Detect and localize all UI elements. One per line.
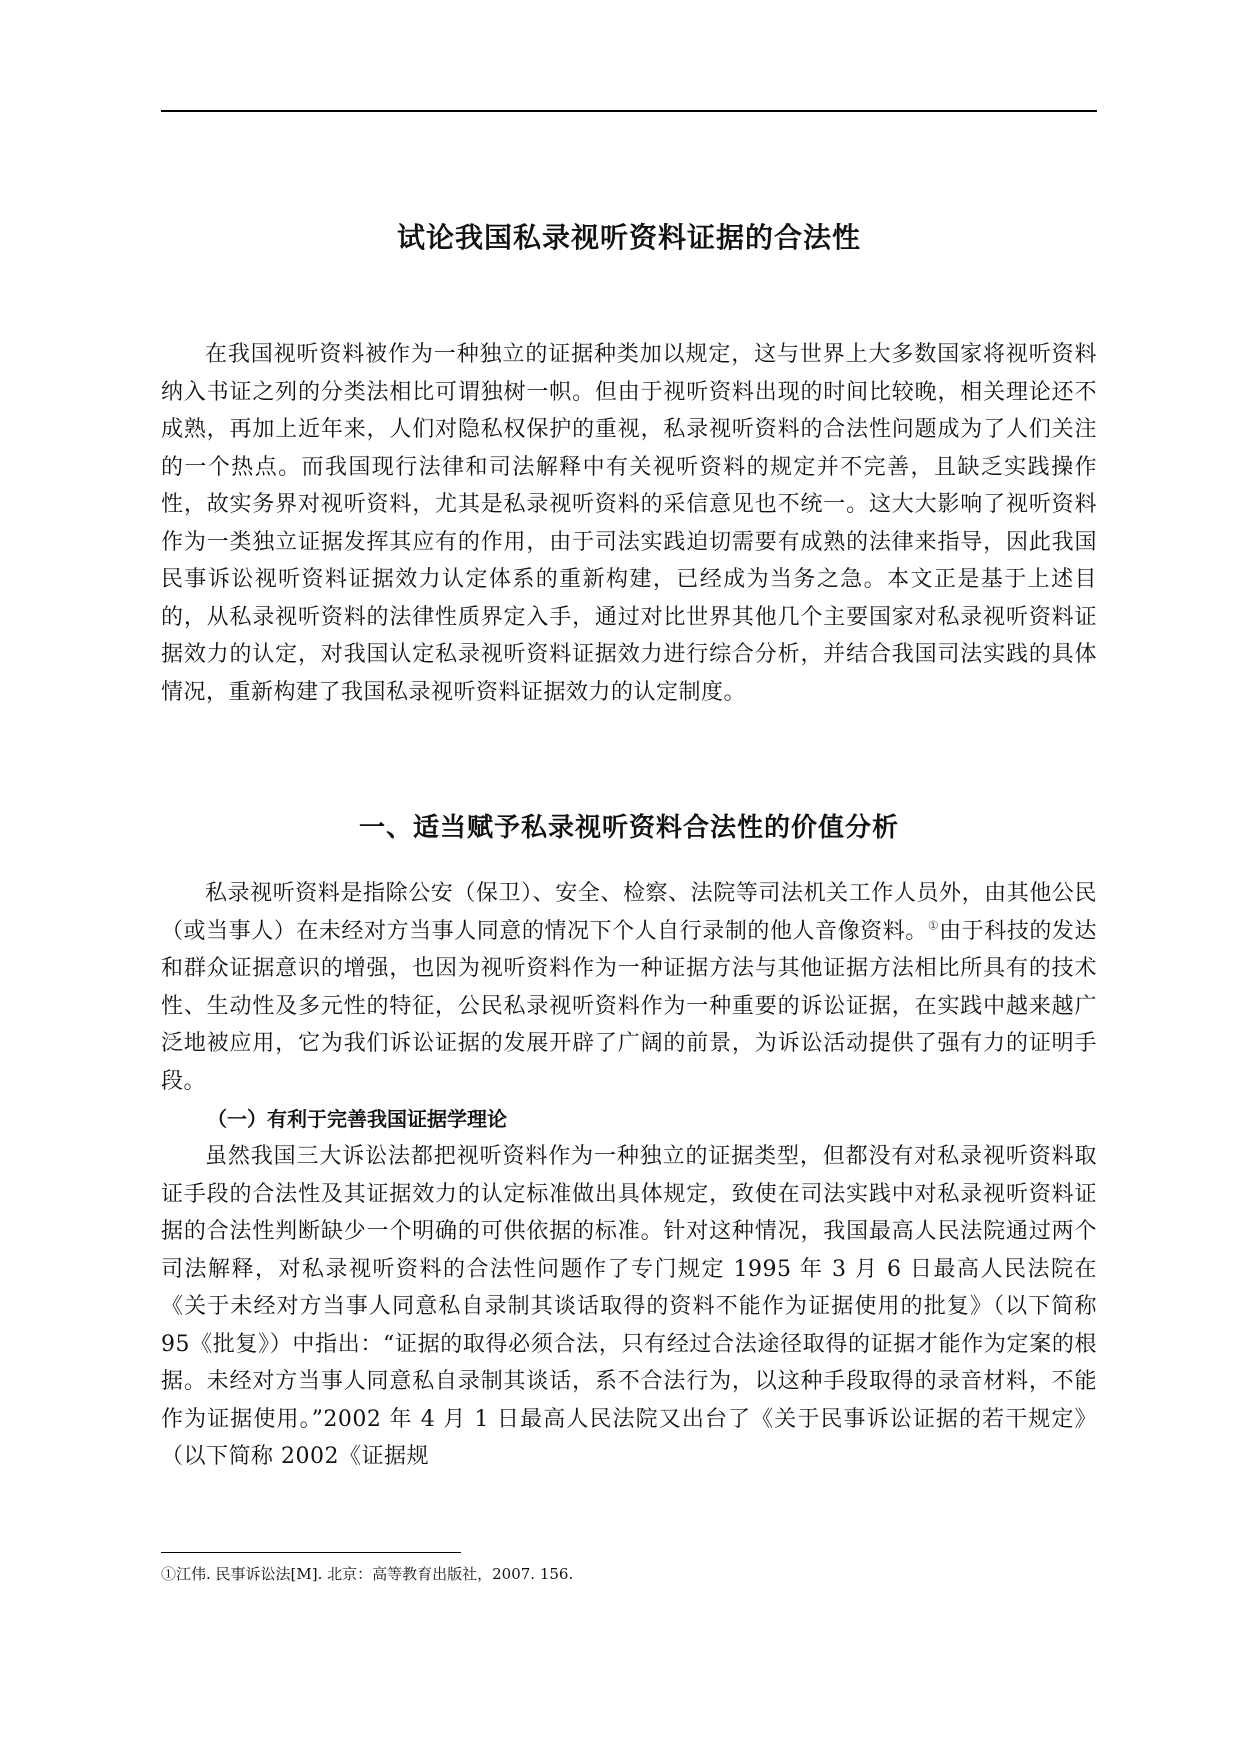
section1-text-a: 私录视听资料是指除公安（保卫）、安全、检察、法院等司法机关工作人员外，由其他公民（或当事人）在未经对方当事人同意的情况下个人自行录制的他人音像资料。 <box>161 881 1097 944</box>
footnote-reference: ① <box>927 918 940 933</box>
footnote-rule <box>161 1552 461 1553</box>
page-title: 试论我国私录视听资料证据的合法性 <box>396 221 861 254</box>
footnote: ①江伟. 民事诉讼法[M]. 北京：高等教育出版社，2007. 156. <box>161 1565 574 1583</box>
section1-text-b: 由于科技的发达和群众证据意识的增强，也因为视听资料作为一种证据方法与其他证据方法相比所具有的技术性、生动性及多元性的特征，公民私录视听资料作为一种重要的诉讼证据，在实践中越来越广泛地被应用，它为我们诉讼证据的发展开辟了广阔的前景，为诉讼活动提供了强有力的证明手段。 <box>161 918 1097 1094</box>
subsection-heading-1: （一）有利于完善我国证据学理论 <box>207 1107 507 1131</box>
header-rule <box>161 110 1097 112</box>
subsection1-paragraph: 虽然我国三大诉讼法都把视听资料作为一种独立的证据类型，但都没有对私录视听资料取证手段的合法性及其证据效力的认定标准做出具体规定，致使在司法实践中对私录视听资料证据的合法性判断缺少一个明确的可供依据的标准。针对这种情况，我国最高人民法院通过两个司法解释，对私录视听资料的合法性问题作了专门规定 1995 年 3 月 6 日最高人民法院在《关于未经对方当事人同意私自录制其谈话取得的资料不能作为证据使用的批复》（以下简称 95《批复》）中指出：“证据的取得必须合法，只有经过合法途径取得的证据才能作为定案的根据。未经对方当事人同意私自录制其谈话，系不合法行为，以这种手段取得的录音材料，不能作为证据使用。”2002 年 4 月 1 日最高人民法院又出台了《关于民事诉讼证据的若干规定》（以下简称 2002《证据规 <box>161 1144 1097 1469</box>
section-heading-1: 一、适当赋予私录视听资料合法性的价值分析 <box>358 813 899 843</box>
section1-paragraph <box>161 875 1097 1100</box>
intro-paragraph: 在我国视听资料被作为一种独立的证据种类加以规定，这与世界上大多数国家将视听资料纳入书证之列的分类法相比可谓独树一帜。但由于视听资料出现的时间比较晚，相关理论还不成熟，再加上近年来，人们对隐私权保护的重视，私录视听资料的合法性问题成为了人们关注的一个热点。而我国现行法律和司法解释中有关视听资料的规定并不完善，且缺乏实践操作性，故实务界对视听资料，尤其是私录视听资料的采信意见也不统一。这大大影响了视听资料作为一类独立证据发挥其应有的作用，由于司法实践迫切需要有成熟的法律来指导，因此我国民事诉讼视听资料证据效力认定体系的重新构建，已经成为当务之急。本文正是基于上述目的，从私录视听资料的法律性质界定入手，通过对比世界其他几个主要国家对私录视听资料证据效力的认定，对我国认定私录视听资料证据效力进行综合分析，并结合我国司法实践的具体情况，重新构建了我国私录视听资料证据效力的认定制度。 <box>161 342 1097 705</box>
